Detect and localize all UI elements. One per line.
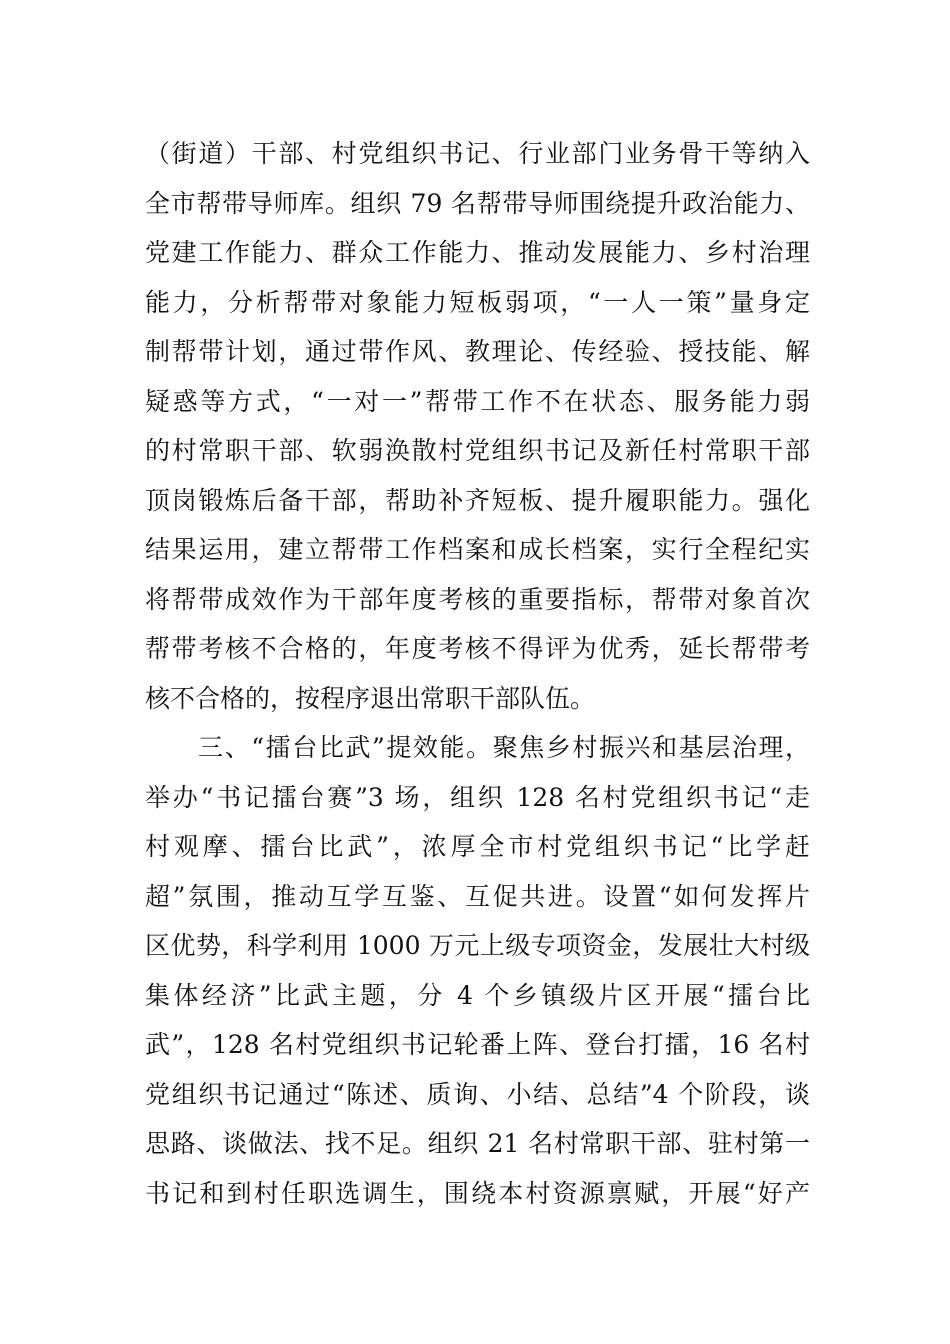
section-heading-line: 三、“擂台比武”提效能。聚焦乡村振兴和基层治理， <box>145 733 810 762</box>
document-body <box>145 129 810 1218</box>
text-line: 超”氛围，推动互学互鉴、互促共进。设置“如何发挥片 <box>145 881 810 911</box>
text-line: 帮带考核不合格的，年度考核不得评为优秀，延长帮带考 <box>145 634 810 663</box>
text-line: 制帮带计划，通过带作风、教理论、传经验、授技能、解 <box>145 337 810 366</box>
text-line: 武”，128 名村党组织书记轮番上阵、登台打擂，16 名村 <box>145 1030 810 1059</box>
text-line: （街道）干部、村党组织书记、行业部门业务骨干等纳入 <box>145 139 810 168</box>
text-line: 村观摩、擂台比武”，浓厚全市村党组织书记“比学赶 <box>145 832 810 861</box>
text-line: 核不合格的，按程序退出常职干部队伍。 <box>145 683 596 713</box>
text-line: 思路、谈做法、找不足。组织 21 名村常职干部、驻村第一 <box>145 1129 810 1158</box>
text-line: 书记和到村任职选调生，围绕本村资源禀赋，开展“好产 <box>145 1178 810 1208</box>
text-line: 将帮带成效作为干部年度考核的重要指标，帮带对象首次 <box>145 584 810 614</box>
text-line: 集体经济”比武主题，分 4 个乡镇级片区开展“擂台比 <box>145 980 810 1010</box>
text-line: 全市帮带导师库。组织 79 名帮带导师围绕提升政治能力、 <box>145 188 810 218</box>
text-line: 党组织书记通过“陈述、质询、小结、总结”4 个阶段，谈 <box>145 1079 810 1109</box>
text-line: 能力，分析帮带对象能力短板弱项，“一人一策”量身定 <box>145 287 810 317</box>
text-line: 举办“书记擂台赛”3 场，组织 128 名村党组织书记“走 <box>145 782 810 812</box>
text-line: 疑惑等方式，“一对一”帮带工作不在状态、服务能力弱 <box>145 386 810 416</box>
text-line: 顶岗锻炼后备干部，帮助补齐短板、提升履职能力。强化 <box>145 485 810 515</box>
text-line: 区优势，科学利用 1000 万元上级专项资金，发展壮大村级 <box>145 931 810 960</box>
text-line: 结果运用，建立帮带工作档案和成长档案，实行全程纪实 <box>145 535 810 564</box>
text-line: 的村常职干部、软弱涣散村党组织书记及新任村常职干部 <box>145 436 810 465</box>
text-line: 党建工作能力、群众工作能力、推动发展能力、乡村治理 <box>145 238 810 267</box>
